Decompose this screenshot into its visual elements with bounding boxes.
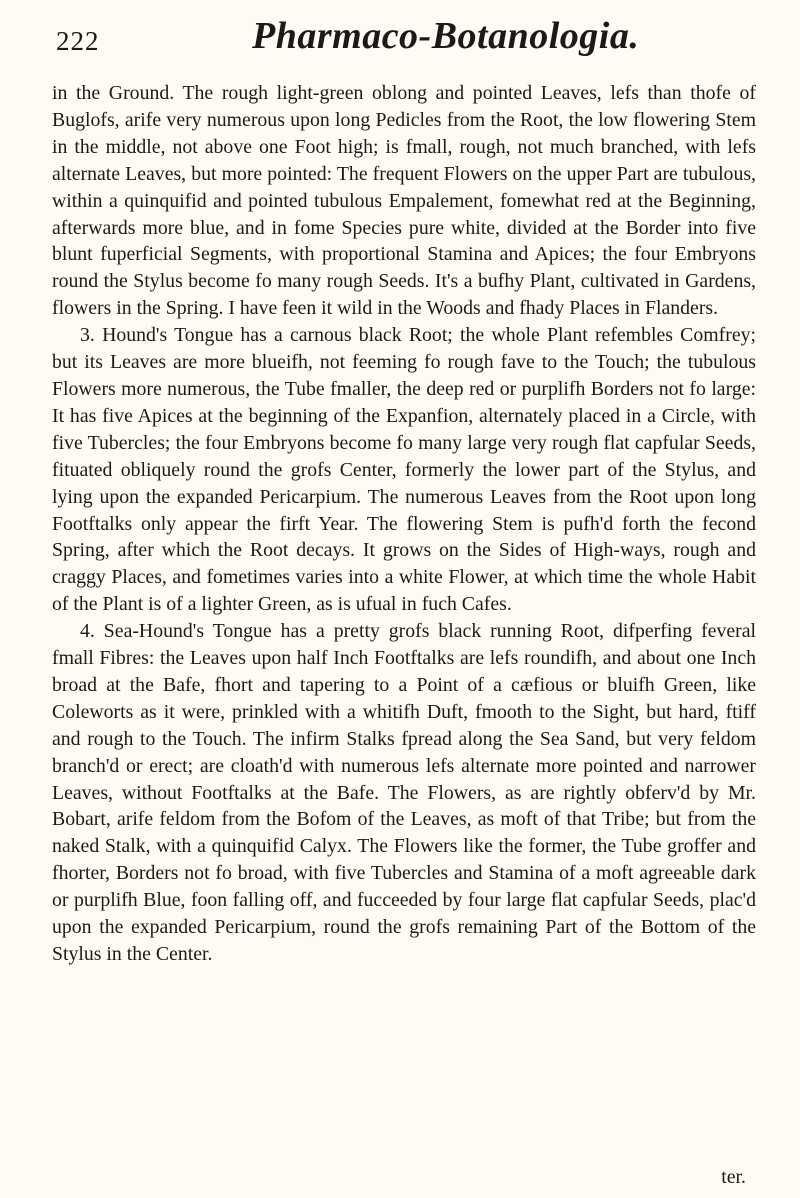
running-title: Pharmaco-Botanologia. <box>252 15 640 57</box>
paragraph-sea-hounds-tongue: 4. Sea-Hound's Tongue has a pretty grofs black running Root, difperfing feveral fmall Fibres: the Leaves upon half Inch Footftalks are lefs roundifh, and about one Inch broad at the Bafe, fhort and tapering to a Point of a cæfious or bluifh Green, like Coleworts as it were, prinkled with a whitifh Duft, fmooth to the Sight, but hard, ftiff and rough to the Touch. The infirm Stalks fpread along the Sea Sand, but very feldom branch'd or erect; are cloath'd with numerous lefs alternate more pointed and narrower Leaves, without Footftalks at the Bafe. The Flowers, as are rightly obferv'd by Mr. Bobart, arife feldom from the Bofom of the Leaves, as moft of that Tribe; but from the naked Stalk, with a quinquifid Calyx. The Flowers like the former, the Tube groffer and fhorter, Borders not fo broad, with five Tubercles and Stamina of a moft agreeable dark or purplifh Blue, foon falling off, and fucceeded by four large flat capfular Seeds, plac'd upon the expanded Pericarpium, round the grofs remaining Part of the Bottom of the Stylus in the Center. <box>52 620 756 965</box>
page-number: 222 <box>56 26 100 56</box>
paragraph-hounds-tongue: 3. Hound's Tongue has a carnous black Root; the whole Plant refembles Comfrey; but its Leaves are more blueifh, not feeming fo rough fave to the Touch; the tubulous Flowers more numerous, the Tube fmaller, the deep red or purplifh Borders not fo large: It has five Apices at the beginning of the Expanfion, alternately placed in a Circle, with five Tubercles; the four Embryons become fo many large very rough flat capfular Seeds, fituated obliquely round the grofs Center, formerly the lower part of the Stylus, and lying upon the expanded Pericarpium. The numerous Leaves from the Root upon long Footftalks only appear the firft Year. The flowering Stem is pufh'd forth the fecond Spring, after which the Root decays. It grows on the Sides of High-ways, rough and craggy Places, and fometimes varies into a white Flower, at which time the whole Habit of the Plant is of a lighter Green, as is ufual in fuch Cafes. <box>52 324 756 616</box>
page-header <box>52 0 756 58</box>
catchword: ter. <box>721 1166 746 1188</box>
paragraph-continuation: in the Ground. The rough light-green oblong and pointed Leaves, lefs than thofe of Buglofs, arife very numerous upon long Pedicles from the Root, the low flowering Stem in the middle, not above one Foot high; is fmall, rough, not much branched, with lefs alternate Leaves, but more pointed: The frequent Flowers on the upper Part are tubulous, within a quinquifid and pointed tubulous Empalement, fomewhat red at the Beginning, afterwards more blue, and in fome Species pure white, divided at the Border into five blunt fuperficial Segments, with proportional Stamina and Apices; the four Embryons round the Stylus become fo many rough Seeds. It's a bufhy Plant, cultivated in Gardens, flowers in the Spring. I have feen it wild in the Woods and fhady Places in Flanders. <box>52 82 756 320</box>
body-text <box>52 80 756 968</box>
